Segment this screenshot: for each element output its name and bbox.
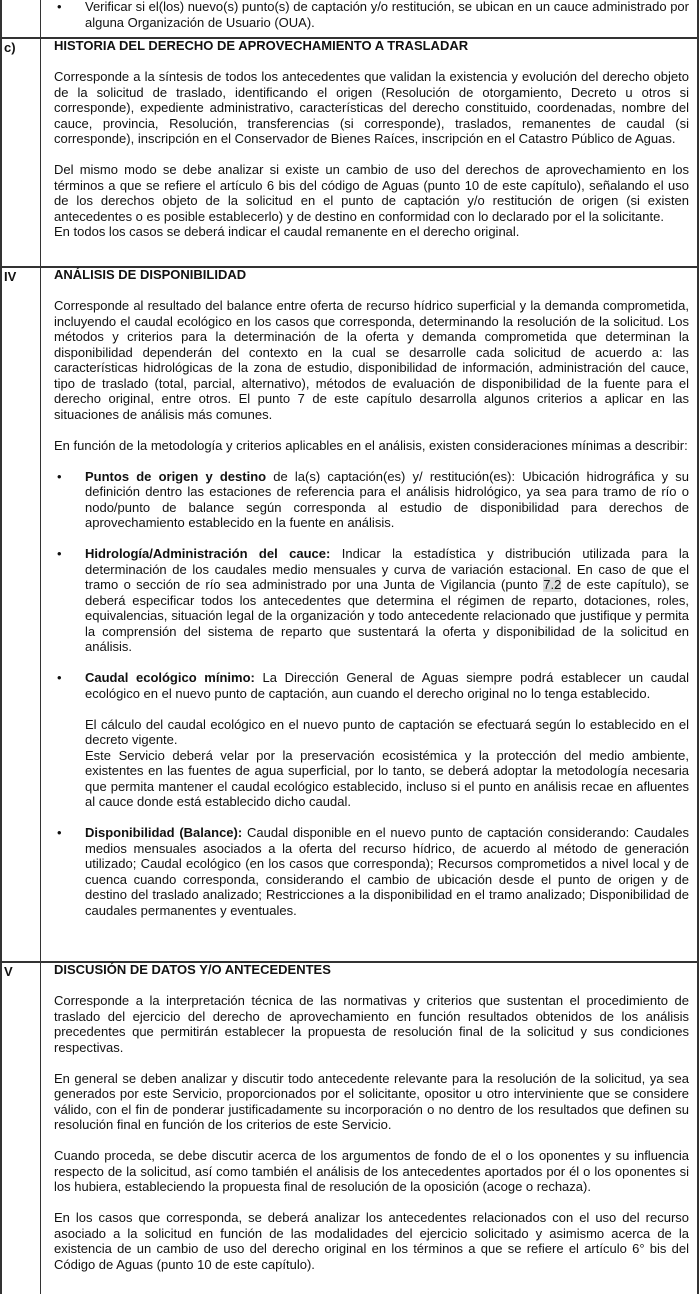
section-title: HISTORIA DEL DERECHO DE APROVECHAMIENTO A TRASLADAR xyxy=(54,38,469,53)
table-row-section-c xyxy=(2,39,697,268)
column-divider xyxy=(40,268,41,961)
paragraph: Corresponde a la síntesis de todos los antecedentes que validan la existencia y evolución del derecho objeto de la solicitud de traslado, identificando el origen (Resolución de otorgamiento, Decreto u otros si corresponde), expediente administrativo, características del derecho constituido, coordenadas, nombre del cauce, provincia, Resolución, transferencias (si corresponde), traslados, remanentes de caudal (si corresponde), inscripción en el Conservador de Bienes Raíces, inscripción en el Catastro Público de Aguas. xyxy=(54,69,689,146)
paragraph: Del mismo modo se debe analizar si existe un cambio de uso del derechos de aprovechamiento en los términos a que se refiere el artículo 6 bis del código de Aguas (punto 10 de este capítulo), señalando el uso de los derechos objeto de la solicitud en el punto de captación y/o restitución de origen (si existen antecedentes o es posible establecerlo) y de destino en conformidad con lo declarado por el la solicitante. xyxy=(54,162,689,224)
bullet-item-availability xyxy=(54,825,689,918)
bullet-heading: Disponibilidad (Balance): xyxy=(85,825,243,840)
table-row-section-iv xyxy=(2,268,697,963)
table-row-verification xyxy=(2,0,697,39)
paragraph: Este Servicio deberá velar por la preservación ecosistémica y la protección del medio ambiente, existentes en las fuentes de agua superficial, por lo tanto, se deberá adoptar la metodología necesaria que permita mantener el caudal ecológico establecido, incluso si el punto en análisis recae en afluentes al cauce donde está establecido dicho caudal. xyxy=(85,747,689,809)
paragraph: Corresponde a la interpretación técnica de las normativas y criterios que sustentan el procedimiento de traslado del ejercicio del derecho de aprovechamiento en función resultados obtenidos de los análisis precedentes que permitirán establecer la propuesta de resolución final de la solicitud y sus condiciones respectivas. xyxy=(54,993,689,1055)
bullet-icon: • xyxy=(57,670,62,685)
bullet-item-verification xyxy=(54,0,689,30)
bullet-icon: • xyxy=(57,546,62,561)
bullet-text: Caudal disponible en el nuevo punto de captación considerando: Caudales medios mensuales asociados a la oferta del recurso hídrico, de acuerdo al método de generación utilizado; Caudal ecológico (en los casos que corresponda); Recursos comprometidos a nivel local y de cuenca cuando corresponda, considerando el cambio de ubicación desde el punto de origen y de destino del traslado analizado; Restricciones a la disponibilidad en el tramo analizado; Disponibilidad de caudales permanentes y eventuales. xyxy=(85,825,689,918)
bullet-heading: Hidrología/Administración del cauce: xyxy=(85,546,331,561)
bullet-text: de la(s) captación(es) y/ restitución(es): Ubicación hidrográfica y su definición dentro las estaciones de referencia para el análisis hidrológico, ya sea para tramo de río o nodo/punto de balance según corresponda al estudio de disponibilidad para derechos de aprovechamiento establecido en la fuente en análisis. xyxy=(85,468,689,530)
column-divider xyxy=(40,963,41,1294)
bullet-icon: • xyxy=(57,468,62,484)
section-title: ANÁLISIS DE DISPONIBILIDAD xyxy=(54,267,247,282)
cross-reference[interactable]: 7.2 xyxy=(543,577,562,592)
paragraph: En general se deben analizar y discutir todo antecedente relevante para la resolución de la solicitud, ya sea generados por este Servicio, proporcionados por el solicitante, opositor u otro interviniente que se considere válido, con el fin de ponderar justificadamente su incorporación o no dentro de los resultados que definen su resolución final en función de los criterios de este Servicio. xyxy=(54,1070,689,1132)
paragraph: En función de la metodología y criterios aplicables en el análisis, existen consideraciones mínimas a describir: xyxy=(54,437,688,453)
section-label: IV xyxy=(4,269,17,284)
bullet-icon: • xyxy=(57,0,62,14)
bullet-item-origin-destination xyxy=(54,469,689,531)
column-divider xyxy=(40,0,41,37)
column-divider xyxy=(40,39,41,266)
bullet-item-hydrology xyxy=(54,546,689,655)
bullet-text: Verificar si el(los) nuevo(s) punto(s) de captación y/o restitución, se ubican en un cauce administrado por alguna Organización de Usuario (OUA). xyxy=(85,0,689,30)
section-label: c) xyxy=(4,40,16,55)
section-label: V xyxy=(4,964,13,979)
paragraph: En todos los casos se deberá indicar el caudal remanente en el derecho original. xyxy=(54,224,520,239)
bullet-text: Indicar la estadística y distribución utilizada para la determinación de los caudales medio mensuales y curva de variación estacional. En caso de que el tramo o sección de río sea administrado por una Junta de Vigilancia (punto xyxy=(85,546,689,592)
bullet-icon: • xyxy=(57,825,62,840)
paragraph: Cuando proceda, se debe discutir acerca de los argumentos de fondo de el o los oponentes y su influencia respecto de la solicitud, así como también el análisis de los antecedentes aportados por él o los oponentes si los hubiera, estableciendo la propuesta final de resolución de la oposición (acoge o rechaza). xyxy=(54,1148,689,1194)
bullet-heading: Caudal ecológico mínimo: xyxy=(85,670,255,685)
table-row-section-v xyxy=(2,963,697,1294)
bullet-text: La Dirección General de Aguas siempre podrá establecer un caudal ecológico en el nuevo punto de captación, aun cuando el derecho original no lo tenga establecido. xyxy=(85,670,689,701)
section-title: DISCUSIÓN DE DATOS Y/O ANTECEDENTES xyxy=(54,962,331,977)
bullet-text: de este capítulo), se deberá especificar todos los antecedentes que determina el régimen de reparto, dotaciones, roles, equivalencias, situación legal de la organización y todo antecedente relacionado que justifique y permita la comprensión del sistema de reparto que sustentará la oferta y disponibilidad de la solicitud en análisis. xyxy=(85,577,689,654)
bullet-heading: Puntos de origen y destino xyxy=(85,468,267,484)
paragraph: En los casos que corresponda, se deberá analizar los antecedentes relacionados con el uso del recurso asociado a la solicitud en función de las modalidades del ejercicio solicitado y asimismo acerca de la existencia de un cambio de uso del derecho original en los términos a que se refiere el artículo 6° bis del Código de Aguas (punto 10 de este capítulo). xyxy=(54,1210,689,1272)
paragraph: El cálculo del caudal ecológico en el nuevo punto de captación se efectuará según lo establecido en el decreto vigente. xyxy=(85,716,689,747)
paragraph: Corresponde al resultado del balance entre oferta de recurso hídrico superficial y la demanda comprometida, incluyendo el caudal ecológico en los casos que corresponda, determinando la resolución de la solicitud. Los métodos y criterios para la determinación de la oferta y demanda comprometida que determinan la disponibilidad dependerán del contexto en la cual se desarrolle cada solicitud de acuerdo a: las características hidrológicas de la zona de estudio, disponibilidad de información, administración del cauce, tipo de traslado (total, parcial, alternativo), métodos de evaluación de disponibilidad de la fuente para el derecho original, entre otros. El punto 7 de este capítulo desarrolla algunos criterios a aplicar en las situaciones de análisis más comunes. xyxy=(54,298,689,422)
bullet-item-ecological-flow xyxy=(54,670,689,810)
